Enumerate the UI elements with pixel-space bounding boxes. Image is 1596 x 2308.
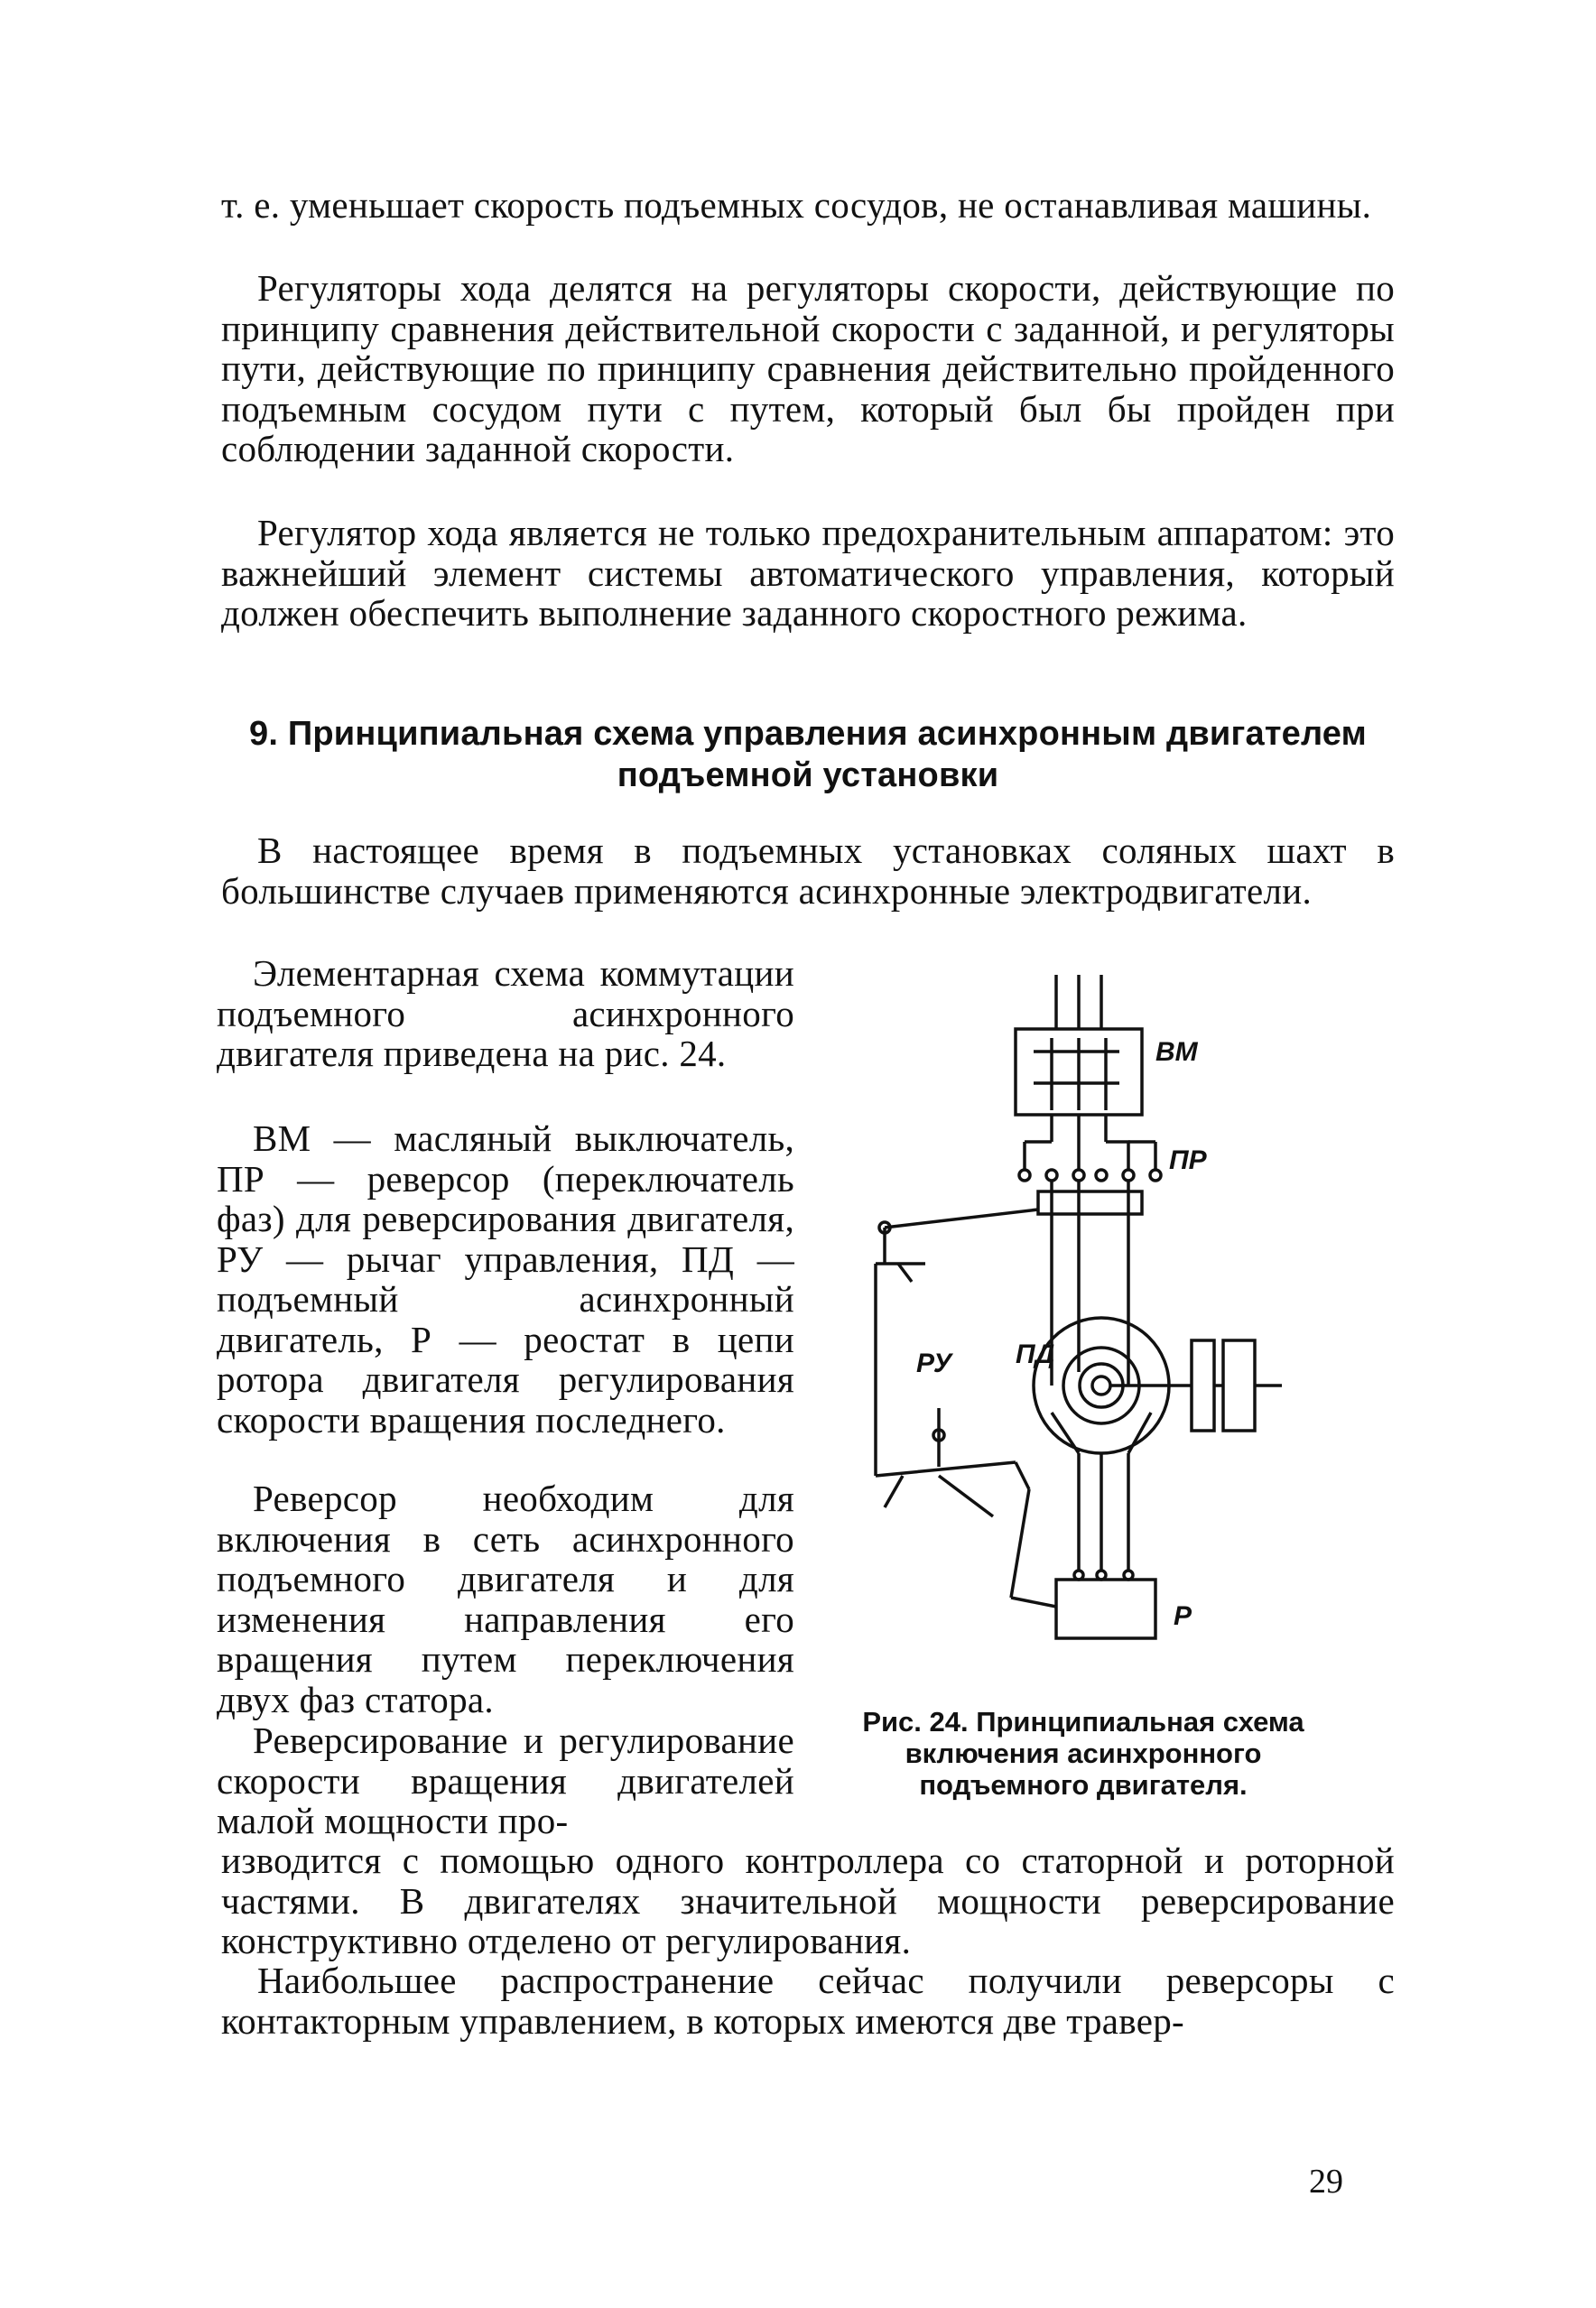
- schematic-diagram: [858, 975, 1363, 1652]
- paragraph-reversing-end: изводится с помощью одного контроллера со статорной и роторной частями. В двигателях значительной мощности реверсирование конструктивно отделено от регулирования.: [221, 1840, 1395, 1961]
- section-heading-line1: 9. Принципиальная схема управления асинхронным двигателем: [249, 715, 1367, 753]
- page-number: 29: [1309, 2163, 1343, 2201]
- label-pr: ПР: [1169, 1145, 1207, 1175]
- label-pd: ПД: [1016, 1339, 1055, 1369]
- paragraph-regulator-role: Регулятор хода является не только предохранительным аппаратом: это важнейший элемент системы автоматического управления, который должен обеспечить выполнение заданного скоростного режима.: [221, 512, 1395, 634]
- section-heading: [181, 713, 1435, 796]
- rheostat-box: [1056, 1580, 1155, 1638]
- section-heading-line2: подъемной установки: [617, 756, 999, 794]
- figure-motor-schematic: [858, 975, 1363, 1652]
- label-r: Р: [1174, 1601, 1192, 1631]
- reversor-contacts: [1025, 1142, 1128, 1169]
- paragraph-reversor: Реверсор необходим для включения в сеть асинхронного подъемного двигателя и для изменения направления его вращения путем переключения двух фаз статора.: [217, 1478, 794, 1720]
- paragraph-schema-ref: Элементарная схема коммутации подъемного асинхронного двигателя приведена на рис. 24.: [217, 952, 794, 1074]
- label-ru: РУ: [916, 1349, 952, 1378]
- paragraph-continuation: т. е. уменьшает скорость подъемных сосудов, не останавливая машины.: [221, 184, 1372, 226]
- paragraph-contactor: Наибольшее распространение сейчас получили реверсоры с контакторным управлением, в которых имеются две травер-: [221, 1960, 1395, 2042]
- paragraph-reversing-start: Реверсирование и регулирование скорости вращения двигателей малой мощности про-: [217, 1719, 794, 1841]
- paragraph-travel-regulators: Регуляторы хода делятся на регуляторы скорости, действующие по принципу сравнения действительной скорости с заданной, и регуляторы пути, действующие по принципу сравнения действительно пройденного подъемным сосудом пути с путем, который был бы пройден при соблюдении заданной скорости.: [221, 267, 1395, 469]
- paragraph-intro: В настоящее время в подъемных установках соляных шахт в большинстве случаев применяются асинхронные электродвигатели.: [221, 830, 1395, 912]
- figure-caption: Рис. 24. Принципиальная схема включения асинхронного подъемного двигателя.: [862, 1706, 1304, 1801]
- paragraph-legend: ВМ — масляный выключатель, ПР — реверсор (переключатель фаз) для реверсирования двигателя, РУ — рычаг управления, ПД — подъемный асинхронный двигатель, Р — реостат в цепи ротора двигателя регулирования скорости вращения последнего.: [217, 1117, 794, 1441]
- label-bm: ВМ: [1155, 1037, 1198, 1067]
